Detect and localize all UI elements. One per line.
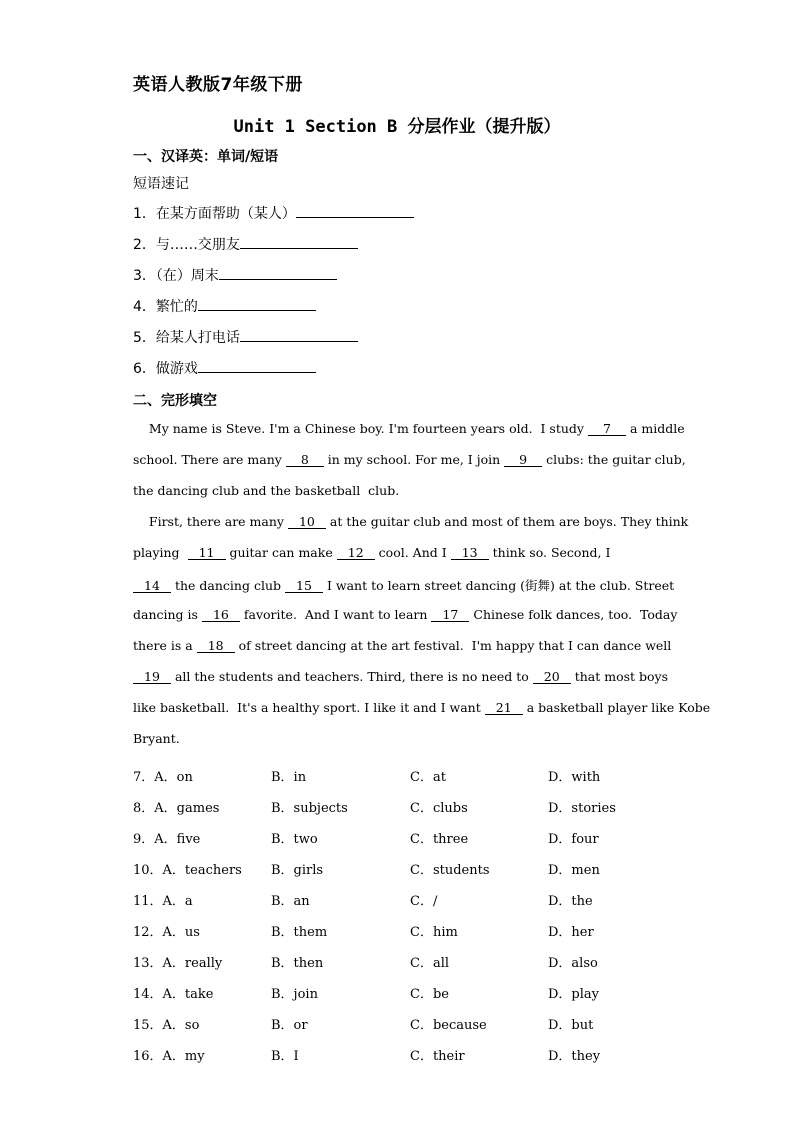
passage-line <box>133 700 710 715</box>
cloze-blank[interactable]: 9 <box>504 453 542 467</box>
option-text: B．them <box>271 925 328 940</box>
option-a[interactable] <box>133 952 222 971</box>
passage-text: school. There are many <box>133 452 286 467</box>
question-number: 15． <box>133 1018 163 1033</box>
option-text: D．with <box>548 770 601 785</box>
option-d[interactable] <box>548 859 600 878</box>
option-text: C．/ <box>410 894 438 909</box>
passage-text: a middle <box>625 421 685 436</box>
question-row <box>133 1045 663 1063</box>
cloze-blank[interactable]: 13 <box>451 546 489 560</box>
option-text: B．subjects <box>271 801 348 816</box>
option-text: D．but <box>548 1018 594 1033</box>
passage-text: like basketball. It's a healthy sport. I like it and I want <box>133 700 485 715</box>
option-d[interactable] <box>548 890 593 909</box>
option-c[interactable] <box>410 921 458 940</box>
question-row <box>133 766 663 784</box>
option-d[interactable] <box>548 828 599 847</box>
option-text: D．play <box>548 987 599 1002</box>
phrase-item <box>133 327 358 347</box>
answer-blank[interactable] <box>296 203 414 218</box>
passage-text: I want to learn street dancing (街舞) at the club. Street <box>322 578 675 593</box>
question-row <box>133 952 663 970</box>
option-b[interactable] <box>271 1045 299 1064</box>
passage-line <box>133 421 685 436</box>
passage-text: clubs: the guitar club, <box>542 452 686 467</box>
option-d[interactable] <box>548 983 599 1002</box>
option-a[interactable] <box>133 828 200 847</box>
option-text: A．five <box>154 832 201 847</box>
option-c[interactable] <box>410 952 449 971</box>
cloze-blank[interactable]: 14 <box>133 579 171 593</box>
option-text: A．games <box>154 801 220 816</box>
cloze-blank[interactable]: 18 <box>197 639 235 653</box>
phrase-number: 3． <box>133 268 156 284</box>
option-a[interactable] <box>133 890 193 909</box>
phrase-number: 5． <box>133 330 156 346</box>
phrase-text: 繁忙的 <box>155 299 198 315</box>
option-text: A．on <box>154 770 193 785</box>
option-a[interactable] <box>133 1014 199 1033</box>
question-row <box>133 797 663 815</box>
question-number: 9． <box>133 832 155 847</box>
cloze-blank[interactable]: 11 <box>188 546 226 560</box>
passage-text: all the students and teachers. Third, there is no need to <box>171 669 533 684</box>
passage-text: favorite. And I want to learn <box>239 607 432 622</box>
phrase-number: 4． <box>133 299 156 315</box>
section1-subheading: 短语速记 <box>133 176 189 192</box>
question-number: 16． <box>133 1049 163 1064</box>
passage-line <box>133 576 674 594</box>
option-text: C．because <box>410 1018 487 1033</box>
question-row <box>133 859 663 877</box>
option-text: A．really <box>162 956 223 971</box>
option-text: D．they <box>548 1049 601 1064</box>
option-a[interactable] <box>133 859 242 878</box>
passage-text: dancing is <box>133 607 202 622</box>
option-c[interactable] <box>410 828 468 847</box>
cloze-blank[interactable]: 19 <box>133 670 171 684</box>
option-a[interactable] <box>133 797 219 816</box>
page-title <box>0 112 794 137</box>
question-number: 8． <box>133 801 155 816</box>
phrase-item <box>133 296 316 316</box>
option-text: B．then <box>271 956 324 971</box>
option-text: B．in <box>271 770 307 785</box>
answer-blank[interactable] <box>198 358 316 373</box>
passage-text: guitar can make <box>225 545 337 560</box>
option-text: B．or <box>271 1018 308 1033</box>
phrase-item <box>133 358 316 378</box>
phrase-text: 做游戏 <box>155 361 198 377</box>
passage-text: cool. And I <box>374 545 451 560</box>
question-row <box>133 890 663 908</box>
passage-text: My name is Steve. I'm a Chinese boy. I'm fourteen years old. I study <box>133 421 588 436</box>
option-text: B．I <box>271 1049 299 1064</box>
cloze-blank[interactable]: 15 <box>285 579 323 593</box>
question-number: 12． <box>133 925 163 940</box>
option-b[interactable] <box>271 890 310 909</box>
option-b[interactable] <box>271 828 318 847</box>
option-d[interactable] <box>548 1045 600 1064</box>
section1-heading: 一、汉译英：单词/短语 <box>133 149 279 165</box>
cloze-blank[interactable]: 21 <box>485 701 523 715</box>
phrase-text: （在）周末 <box>155 268 219 284</box>
option-c[interactable] <box>410 890 437 909</box>
option-text: C．students <box>410 863 490 878</box>
option-b[interactable] <box>271 1014 308 1033</box>
cloze-blank[interactable]: 8 <box>286 453 324 467</box>
question-row <box>133 921 663 939</box>
question-row <box>133 828 663 846</box>
option-c[interactable] <box>410 766 446 785</box>
option-text: C．their <box>410 1049 465 1064</box>
option-d[interactable] <box>548 797 616 816</box>
answer-blank[interactable] <box>240 234 358 249</box>
option-text: C．at <box>410 770 446 785</box>
passage-line <box>133 731 180 746</box>
cloze-blank[interactable]: 7 <box>588 422 626 436</box>
option-c[interactable] <box>410 859 490 878</box>
passage-line <box>133 545 610 560</box>
passage-text: in my school. For me, I join <box>323 452 505 467</box>
option-a[interactable] <box>133 983 213 1002</box>
option-text: B．an <box>271 894 310 909</box>
passage-line <box>133 607 677 622</box>
series-title: 英语人教版7年级下册 <box>133 75 303 95</box>
option-text: C．three <box>410 832 469 847</box>
option-d[interactable] <box>548 921 594 940</box>
option-text: B．join <box>271 987 318 1002</box>
passage-text: the dancing club and the basketball club. <box>133 483 400 498</box>
option-d[interactable] <box>548 766 600 785</box>
option-b[interactable] <box>271 921 327 940</box>
passage-text: Bryant. <box>133 731 180 746</box>
phrase-item <box>133 203 414 223</box>
phrase-number: 6． <box>133 361 156 377</box>
passage-line <box>133 669 668 684</box>
section2-heading: 二、完形填空 <box>133 393 217 409</box>
cloze-blank[interactable]: 12 <box>337 546 375 560</box>
option-text: D．the <box>548 894 593 909</box>
passage-text: Chinese folk dances, too. Today <box>469 607 678 622</box>
phrase-number: 1． <box>133 206 156 222</box>
option-d[interactable] <box>548 1014 593 1033</box>
passage-line <box>133 452 686 467</box>
title-chinese: 分层作业（提升版） <box>407 117 561 137</box>
phrase-text: 与……交朋友 <box>155 237 240 253</box>
passage-line <box>133 483 399 498</box>
option-b[interactable] <box>271 952 323 971</box>
passage-text: at the guitar club and most of them are boys. They think <box>325 514 689 529</box>
option-c[interactable] <box>410 1045 465 1064</box>
question-row <box>133 1014 663 1032</box>
option-text: C．be <box>410 987 449 1002</box>
passage-text: of street dancing at the art festival. I'm happy that I can dance well <box>234 638 672 653</box>
phrase-number: 2． <box>133 237 156 253</box>
option-c[interactable] <box>410 1014 487 1033</box>
answer-blank[interactable] <box>240 327 358 342</box>
option-text: B．girls <box>271 863 324 878</box>
passage-text: a basketball player like Kobe <box>522 700 711 715</box>
option-text: A．a <box>162 894 193 909</box>
passage-text: First, there are many <box>133 514 288 529</box>
option-text: A．take <box>162 987 214 1002</box>
option-b[interactable] <box>271 766 306 785</box>
option-text: A．so <box>162 1018 200 1033</box>
answer-blank[interactable] <box>198 296 316 311</box>
question-number: 7． <box>133 770 155 785</box>
phrase-item <box>133 234 358 254</box>
passage-text: the dancing club <box>171 578 285 593</box>
option-text: D．stories <box>548 801 616 816</box>
passage-text: playing <box>133 545 188 560</box>
option-text: D．men <box>548 863 600 878</box>
option-text: A．teachers <box>162 863 242 878</box>
question-row <box>133 983 663 1001</box>
passage-line <box>133 514 688 529</box>
option-text: C．him <box>410 925 458 940</box>
option-text: B．two <box>271 832 318 847</box>
option-text: D．her <box>548 925 594 940</box>
cloze-blank[interactable]: 10 <box>288 515 326 529</box>
phrase-item <box>133 265 337 285</box>
question-number: 14． <box>133 987 163 1002</box>
cloze-blank[interactable]: 20 <box>533 670 571 684</box>
option-text: C．clubs <box>410 801 468 816</box>
option-c[interactable] <box>410 797 468 816</box>
question-number: 11． <box>133 894 163 909</box>
option-text: A．us <box>162 925 200 940</box>
option-a[interactable] <box>133 1045 205 1064</box>
option-a[interactable] <box>133 766 193 785</box>
phrase-text: 给某人打电话 <box>155 330 240 346</box>
option-c[interactable] <box>410 983 449 1002</box>
title-latin: Unit 1 Section B <box>233 117 408 137</box>
passage-text: that most boys <box>570 669 669 684</box>
passage-line <box>133 638 671 653</box>
option-text: C．all <box>410 956 450 971</box>
cloze-blank[interactable]: 16 <box>202 608 240 622</box>
question-number: 13． <box>133 956 163 971</box>
passage-text: think so. Second, I <box>488 545 611 560</box>
phrase-text: 在某方面帮助（某人） <box>155 206 296 222</box>
option-b[interactable] <box>271 859 323 878</box>
option-text: A．my <box>162 1049 205 1064</box>
option-text: D．also <box>548 956 598 971</box>
option-d[interactable] <box>548 952 598 971</box>
cloze-blank[interactable]: 17 <box>431 608 469 622</box>
option-b[interactable] <box>271 797 348 816</box>
option-a[interactable] <box>133 921 200 940</box>
passage-text: there is a <box>133 638 197 653</box>
option-text: D．four <box>548 832 599 847</box>
question-number: 10． <box>133 863 163 878</box>
answer-blank[interactable] <box>219 265 337 280</box>
option-b[interactable] <box>271 983 318 1002</box>
